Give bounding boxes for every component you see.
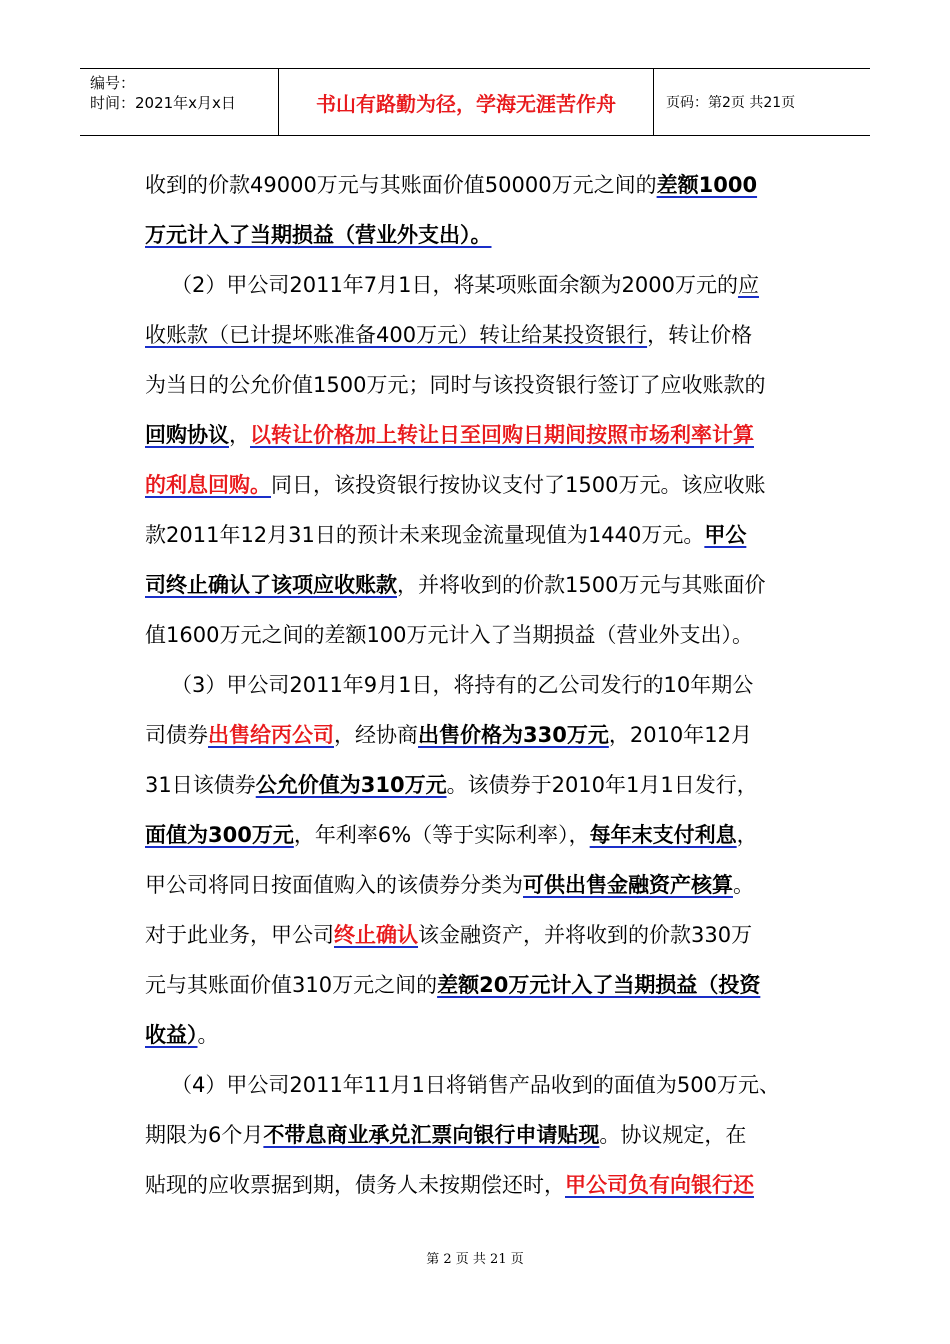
text-line: 贴现的应收票据到期，债务人未按期偿还时，甲公司负有向银行还: [145, 1173, 754, 1197]
emphasis-text: 甲公: [704, 523, 747, 547]
document-body: [145, 160, 825, 1210]
header-motto: 书山有路勤为径，学海无涯苦作舟: [279, 69, 654, 135]
red-emphasis-text: 的利息回购。: [145, 473, 271, 497]
text-line: 款2011年12月31日的预计未来现金流量现值为1440万元。甲公: [145, 523, 747, 547]
emphasis-text: 每年末支付利息: [589, 823, 737, 847]
text-line: （3）甲公司2011年9月1日，将持有的乙公司发行的10年期公: [171, 673, 754, 697]
text-line: 甲公司将同日按面值购入的该债券分类为可供出售金融资产核算。: [145, 873, 754, 897]
emphasis-text: 出售价格为330万元: [418, 723, 609, 747]
red-emphasis-text: 甲公司负有向银行还: [565, 1173, 754, 1197]
text-line: 回购协议，以转让价格加上转让日至回购日期间按照市场利率计算: [145, 423, 754, 447]
text-line: 司终止确认了该项应收账款，并将收到的价款1500万元与其账面价: [145, 573, 766, 597]
emphasis-text: 收益）: [145, 1023, 198, 1047]
text-line: 收益）。: [145, 1023, 219, 1047]
text-line: 司债券出售给丙公司，经协商出售价格为330万元，2010年12月: [145, 723, 753, 747]
text-line: 31日该债券公允价值为310万元。该债券于2010年1月1日发行，: [145, 773, 758, 797]
header-page-info: 页码：第2页 共21页: [666, 95, 796, 111]
red-emphasis-text: 以转让价格加上转让日至回购日期间按照市场利率计算: [250, 423, 754, 447]
text-line: 期限为6个月不带息商业承兑汇票向银行申请贴现。协议规定，在: [145, 1123, 747, 1147]
emphasis-text: 面值为300万元: [145, 823, 294, 847]
header-meta: [80, 69, 279, 135]
document-number-label: 编号：: [90, 74, 136, 92]
text-line: 收账款（已计提坏账准备400万元）转让给某投资银行，转让价格: [145, 323, 753, 347]
emphasis-text: 公允价值为310万元: [255, 773, 447, 797]
emphasis-text: 可供出售金融资产核算: [523, 873, 733, 897]
page-footer: 第 2 页 共 21 页: [426, 1252, 524, 1267]
emphasis-text: 回购协议: [145, 423, 229, 447]
emphasis-text: 差额1000: [656, 173, 758, 197]
emphasis-text: 不带息商业承兑汇票向银行申请贴现: [263, 1123, 600, 1147]
red-emphasis-text: 出售给丙公司: [208, 723, 334, 747]
emphasis-text: 差额20万元计入了当期损益（投资: [437, 973, 761, 997]
text-line: 收到的价款49000万元与其账面价值50000万元之间的差额1000: [145, 173, 758, 197]
document-date-label: 时间：2021年x月x日: [90, 94, 236, 112]
emphasis-text: 万元计入了当期损益（营业外支出）。: [145, 223, 492, 247]
text-line: 面值为300万元，年利率6%（等于实际利率），每年末支付利息，: [145, 823, 758, 847]
text-line: 的利息回购。同日，该投资银行按协议支付了1500万元。该应收账: [145, 473, 766, 497]
text-line: （2）甲公司2011年7月1日，将某项账面余额为2000万元的应: [171, 273, 759, 297]
underlined-text: 收账款（已计提坏账准备400万元）转让给某投资银行: [145, 323, 648, 347]
text-line: 值1600万元之间的差额100万元计入了当期损益（营业外支出）。: [145, 623, 754, 647]
emphasis-text: 司终止确认了该项应收账款: [145, 573, 397, 597]
text-line: 对于此业务，甲公司终止确认该金融资产，并将收到的价款330万: [145, 923, 753, 947]
text-line: 元与其账面价值310万元之间的差额20万元计入了当期损益（投资: [145, 973, 761, 997]
red-emphasis-text: 终止确认: [334, 923, 418, 947]
page-header: [80, 68, 870, 136]
underlined-text: 应: [737, 273, 759, 297]
text-line: [145, 210, 825, 260]
text-line: （4）甲公司2011年11月1日将销售产品收到的面值为500万元、: [171, 1073, 780, 1097]
text-line: 为当日的公允价值1500万元；同时与该投资银行签订了应收账款的: [145, 373, 766, 397]
